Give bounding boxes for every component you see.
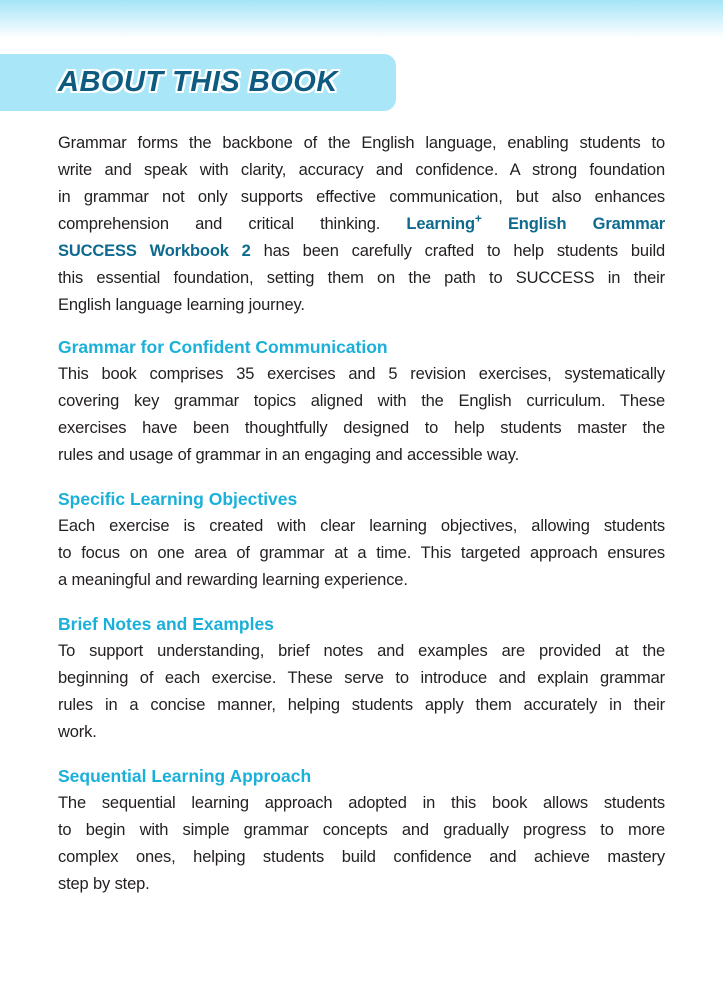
text-line: The sequential learning approach adopted in this book allows students xyxy=(58,794,665,812)
text-line xyxy=(58,238,665,265)
product-name xyxy=(406,211,665,233)
section xyxy=(58,763,665,898)
product-name: SUCCESS Workbook 2 xyxy=(58,242,251,260)
section xyxy=(58,611,665,746)
text-line: rules in a concise manner, helping students apply them accurately in their xyxy=(58,696,665,714)
top-gradient-band xyxy=(0,0,723,38)
section-heading: Brief Notes and Examples xyxy=(58,614,274,634)
section-heading: Sequential Learning Approach xyxy=(58,766,312,786)
intro-paragraph xyxy=(58,130,665,319)
section xyxy=(58,334,665,469)
text-line xyxy=(58,211,665,238)
text-line: rules and usage of grammar in an engaging and accessible way. xyxy=(58,446,520,464)
text-line: to focus on one area of grammar at a time. This targeted approach ensures xyxy=(58,544,665,562)
text-line: to begin with simple grammar concepts and gradually progress to more xyxy=(58,821,665,839)
text-line: Grammar forms the backbone of the English language, enabling students to xyxy=(58,134,665,152)
product-name-plus: + xyxy=(474,211,482,226)
product-name-part: Learning xyxy=(406,215,475,233)
section xyxy=(58,486,665,594)
text-line: This book comprises 35 exercises and 5 revision exercises, systematically xyxy=(58,365,665,383)
text-line: beginning of each exercise. These serve to introduce and explain grammar xyxy=(58,669,665,687)
text-line: a meaningful and rewarding learning experience. xyxy=(58,571,408,589)
product-name-part: English Grammar xyxy=(481,215,665,233)
text-line: Each exercise is created with clear learning objectives, allowing students xyxy=(58,517,665,535)
text-line: To support understanding, brief notes and examples are provided at the xyxy=(58,642,665,660)
text-line: complex ones, helping students build confidence and achieve mastery xyxy=(58,848,665,866)
text-line: step by step. xyxy=(58,875,150,893)
text-segment: comprehension and critical thinking. xyxy=(58,215,407,233)
text-line: write and speak with clarity, accuracy and confidence. A strong foundation xyxy=(58,161,665,179)
text-line: in grammar not only supports effective communication, but also enhances xyxy=(58,188,665,206)
page-title: ABOUT THIS BOOK xyxy=(58,66,338,98)
text-line: English language learning journey. xyxy=(58,296,305,314)
text-segment: has been carefully crafted to help students build xyxy=(250,242,665,260)
section-heading: Grammar for Confident Communication xyxy=(58,337,388,357)
text-line: exercises have been thoughtfully designed to help students master the xyxy=(58,419,665,437)
section-heading: Specific Learning Objectives xyxy=(58,489,298,509)
text-line: work. xyxy=(58,723,97,741)
text-line: covering key grammar topics aligned with the English curriculum. These xyxy=(58,392,665,410)
text-line: this essential foundation, setting them on the path to SUCCESS in their xyxy=(58,269,665,287)
